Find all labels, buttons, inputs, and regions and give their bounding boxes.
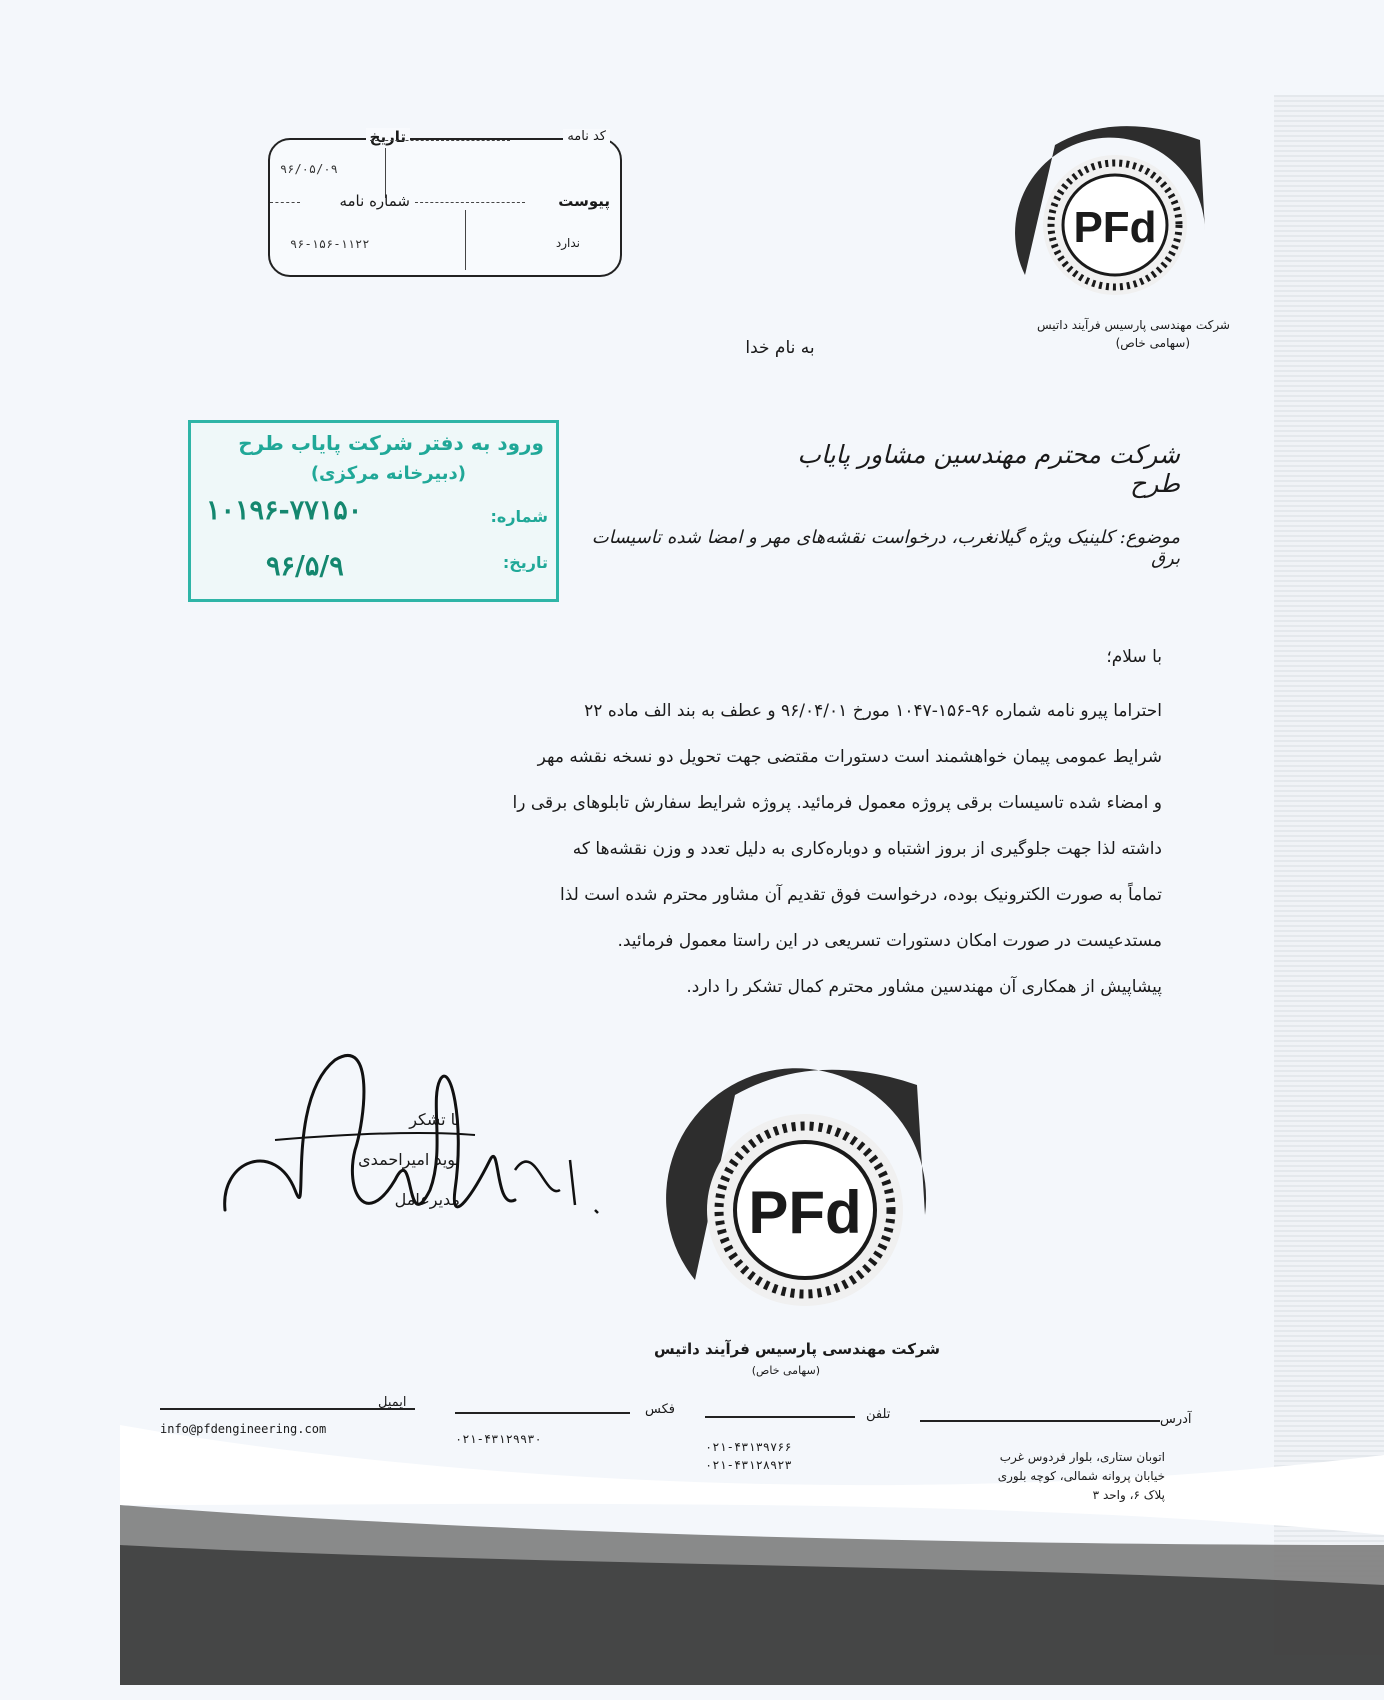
body-line: و امضاء شده تاسیسات برقی پروژه معمول فرمائید. پروژه شرایط سفارش تابلوهای برقی را [512, 793, 1162, 813]
letter-number-label: شماره نامه [339, 192, 410, 210]
stamp-date-label: تاریخ: [502, 553, 548, 572]
stamp-number-value: ۱۰۱۹۶-۷۷۱۵۰ [206, 495, 363, 526]
address-line: خیابان پروانه شمالی، کوچه بلوری [997, 1469, 1165, 1483]
stamp-number-label: شماره: [490, 507, 548, 526]
letter-info-box [268, 128, 622, 277]
date-value: ۹۶/۰۵/۰۹ [280, 162, 338, 176]
date-label: تاریخ [366, 128, 410, 146]
signer-title: مدیرعامل [394, 1190, 460, 1209]
stamp-subtitle: (دبیرخانه مرکزی) [310, 463, 466, 484]
phone-value-2: ۰۲۱-۴۳۱۲۸۹۲۳ [705, 1458, 792, 1472]
body-line: شرایط عمومی پیمان خواهشمند است دستورات مقتضی جهت تحویل دو نسخه نقشه مهر [537, 747, 1162, 767]
footer-wave [0, 1395, 1384, 1685]
company-type: (سهامی خاص) [751, 1364, 820, 1377]
phone-label: تلفن [866, 1407, 891, 1422]
letter-number-value: ۹۶-۱۵۶-۱۱۲۲ [290, 237, 370, 251]
email-label: ایمیل [378, 1395, 407, 1410]
attachment-label: پیوست [558, 192, 610, 210]
signer-name: نوید امیراحمدی [358, 1150, 460, 1169]
fax-label: فکس [645, 1402, 675, 1417]
address-line: اتوبان ستاری، بلوار فردوس غرب [999, 1450, 1165, 1464]
attachment-value: ندارد [555, 236, 580, 250]
address-label: آدرس [1160, 1412, 1192, 1427]
code-label: کد نامه [563, 129, 610, 144]
email-value: info@pfdengineering.com [160, 1422, 327, 1436]
handwritten-signature [215, 1040, 635, 1280]
company-type: (سهامی خاص) [1115, 336, 1190, 350]
body-line: پیشاپیش از همکاری آن مهندسین مشاور محترم کمال تشکر را دارد. [686, 977, 1162, 997]
company-name: شرکت مهندسی پارسیس فرآیند داتیس [654, 1340, 940, 1358]
logo-text: PFd [1073, 203, 1157, 252]
fax-value: ۰۲۱-۴۳۱۲۹۹۳۰ [455, 1432, 542, 1446]
body-line: مستدعیست در صورت امکان دستورات تسریعی در این راستا معمول فرمائید. [617, 931, 1162, 951]
company-caption-top [970, 318, 1230, 350]
recipient: شرکت محترم مهندسین مشاور پایاب طرح [797, 440, 1180, 498]
company-logo-bottom [655, 1065, 940, 1335]
address-line: پلاک ۶، واحد ۳ [1092, 1488, 1165, 1502]
body-line: داشته لذا جهت جلوگیری از بروز اشتباه و دوباره‌کاری به دلیل تعدد و وزن نقشه‌ها که [572, 839, 1162, 859]
company-logo-top [995, 120, 1225, 315]
stamp-title: ورود به دفتر شرکت پایاب طرح [238, 431, 544, 455]
company-caption-bottom [620, 1340, 940, 1377]
closing-thanks: با تشکر [409, 1110, 460, 1129]
stamp-date-value: ۹۶/۵/۹ [266, 551, 344, 582]
received-stamp [188, 420, 559, 602]
logo-text: PFd [748, 1179, 862, 1246]
body-line: تماماً به صورت الکترونیک بوده، درخواست فوق تقدیم آن مشاور محترم شده است لذا [560, 885, 1162, 905]
letter-body [282, 688, 1162, 1010]
subject: موضوع: کلینیک ویژه گیلانغرب، درخواست نقشه‌های مهر و امضا شده تاسیسات برق [591, 527, 1180, 569]
greeting: با سلام؛ [1106, 647, 1162, 667]
address-block [905, 1448, 1165, 1505]
phone-value-1: ۰۲۱-۴۳۱۳۹۷۶۶ [705, 1440, 792, 1454]
company-name: شرکت مهندسی پارسیس فرآیند داتیس [1036, 318, 1230, 332]
body-line: احتراما پیرو نامه شماره ۹۶-۱۵۶-۱۰۴۷ مورخ ۹۶/۰۴/۰۱ و عطف به بند الف ماده ۲۲ [584, 701, 1162, 721]
basmala: به نام خدا [745, 338, 815, 358]
